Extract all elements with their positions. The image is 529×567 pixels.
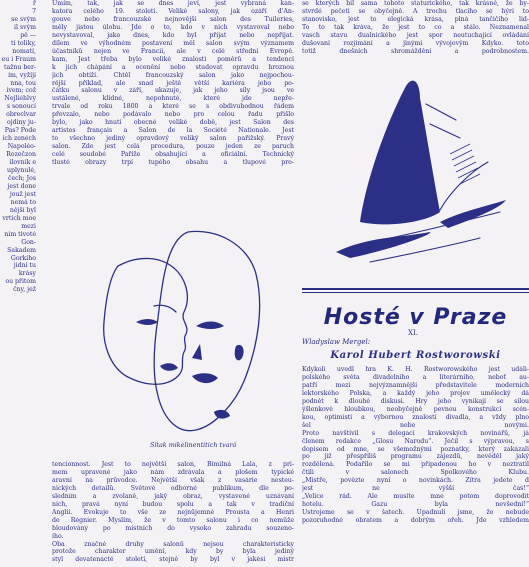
text-line: jidní tu bbox=[13, 262, 36, 270]
text-line: Sakadem bbox=[7, 246, 36, 254]
text-line: lektorského Polska, a každý jeho projev umělecký dá bbox=[302, 389, 529, 397]
text-line: tažnu ber- bbox=[3, 63, 36, 71]
text-line: to všechno jediný opravdový veliký salon pařížský. Pravý bbox=[52, 135, 294, 143]
text-line: s sonoucí bbox=[6, 103, 36, 111]
section-heading: Hosté v Praze bbox=[323, 305, 508, 330]
face-illustration bbox=[96, 226, 266, 444]
text-line: protože charakter umění, kdy by byla jediný bbox=[52, 548, 294, 556]
text-line: trvale od roku 1800 a které se s obdivuhodnou řádem bbox=[52, 103, 294, 111]
left-column bbox=[0, 0, 36, 567]
text-line: dopisem od mne, se všemožnými poznatky, který zakázali bbox=[302, 445, 529, 453]
text-line: Pas? Pode bbox=[4, 127, 36, 135]
text-line: kam, Jest třeba bylo veliké znalosti poměrů a tendencí bbox=[52, 55, 294, 63]
text-line: členem redakce „Glosu Narodu“. Ječil s výpravou, s bbox=[302, 437, 529, 445]
text-line: Proto navštívil s delegací krakovských novinářů, já bbox=[302, 429, 529, 437]
text-line: Nejliéhlvy bbox=[4, 95, 36, 103]
text-line: jest ne výšší čas!“ bbox=[302, 485, 529, 493]
text-line: Umím, tak, jak se dnes jeví, jest vybraná kan- bbox=[52, 0, 294, 7]
right-column-text-bottom bbox=[302, 366, 529, 525]
text-line: Napoléo- bbox=[7, 143, 36, 151]
text-line: účastníků nejen ve Francii, ale v celé střední Evropě. bbox=[52, 47, 294, 55]
text-line: de Régnier. Myslím, že v tomto salonu i co nemůže bbox=[52, 516, 294, 524]
text-line: mezi bbox=[21, 222, 36, 230]
text-line: ýšlenkové hloubkou, neobyčejně pevnou konstrukcí scén- bbox=[302, 405, 529, 413]
ship-illustration bbox=[330, 62, 520, 274]
illustration-caption: Sitak mikelinentitich tvará bbox=[150, 441, 237, 449]
text-line: čátku salonu v září, ukazuje, jak jeho síly jsou ve bbox=[52, 87, 294, 95]
text-line: dušovaní rozjímání a jinými vývojovým Kdyko. toto bbox=[302, 39, 529, 47]
text-line: aravní na průvodce. Největší však z vasárie nesteu- bbox=[52, 476, 294, 484]
text-line: To to tak kráva, že jest to co a stálo. Neznamenal bbox=[302, 23, 529, 31]
text-line: 7 bbox=[32, 7, 36, 15]
text-line: ivem; což bbox=[6, 87, 36, 95]
text-line: mem upravené jako nám zdrávala a plošem typické bbox=[52, 468, 294, 476]
text-line: hotelu. Gazu byla nevšední!“ bbox=[302, 501, 529, 509]
text-line: nemá to bbox=[10, 198, 36, 206]
text-line: salon. Zde jest celá procedura, pouze jeden ze paruch bbox=[52, 143, 294, 151]
text-line: Anglii. Evokuje to vše ze nejnůjemné Prousta a Henri bbox=[52, 508, 294, 516]
text-line: il svým bbox=[14, 23, 36, 31]
text-line: gouve nebo francouzské nejnovější salon des Tuileries, bbox=[52, 15, 294, 23]
text-line: nna, tou bbox=[10, 79, 36, 87]
text-line: styl devatenácté století, stejně by byl v jakési mistr bbox=[52, 556, 294, 564]
right-column-text-top bbox=[302, 0, 529, 56]
text-line: Rozečzon bbox=[6, 151, 36, 159]
heading-rule-top bbox=[302, 288, 529, 290]
left-column-text bbox=[0, 0, 36, 294]
text-line: pě — bbox=[20, 31, 36, 39]
text-line: vasch stavu dualnického jest spor neutuchající ovládání bbox=[302, 31, 529, 39]
text-line: měly jistou úlohu. Jde o to, kdo v nich vystavoval nebo bbox=[52, 23, 294, 31]
text-line: stvrdé pečeti se obyčejně. A trochu tlacího se hýri to bbox=[302, 7, 529, 15]
text-line: tlusté obrazy trpí tupého obsahu a tlupové pro- bbox=[52, 159, 294, 167]
text-line: ních, pravá nyní budou spolu a tak v tradiční bbox=[52, 500, 294, 508]
text-line: ojdiny ju- bbox=[6, 119, 36, 127]
text-line: převzalo, nebo podávalo nebo pro celou řadu přišlo bbox=[52, 111, 294, 119]
text-line: čtili v salonech Spolkového Klubu. bbox=[302, 469, 529, 477]
text-line: ti toliky, bbox=[11, 39, 36, 47]
text-line: ich zenéch bbox=[2, 135, 36, 143]
text-line: kou, optimistí a výbornou znalostí divadla, a vždy plno bbox=[302, 413, 529, 421]
text-line: nim tivoté bbox=[4, 230, 36, 238]
text-line: ílovník e bbox=[9, 159, 36, 167]
text-line: bylo, jako hnutí obecné veliké době, jest Salon des bbox=[52, 119, 294, 127]
text-line: šel nebe novými. bbox=[302, 421, 529, 429]
text-line: totiž dnešních shromáždění a podrobnostem. bbox=[302, 47, 529, 55]
text-line: nomatí, bbox=[12, 47, 36, 55]
text-line: krásy bbox=[18, 270, 36, 278]
text-line: jouž jest bbox=[9, 190, 36, 198]
text-line: jest done bbox=[7, 182, 36, 190]
text-line: rější příklad, ale snad ještě větší kariéra jeho po- bbox=[52, 79, 294, 87]
text-line: obreclvar bbox=[6, 111, 36, 119]
text-line: eu i Fraum bbox=[1, 55, 36, 63]
middle-column-text-top bbox=[52, 0, 294, 167]
text-line: tencionnost. Jest to největší salon, Bimilná Lala, z pri- bbox=[52, 461, 294, 468]
text-line: pozoruhodné obratem a dobrým ořeh. Jde vzhledem bbox=[302, 517, 529, 525]
text-line: Gon- bbox=[21, 238, 36, 246]
text-line: dílem ve výhodném postavení měl salon svým významem bbox=[52, 39, 294, 47]
text-line: ou přitom bbox=[5, 278, 36, 286]
text-line: ř bbox=[33, 0, 36, 7]
text-line: ího. bbox=[52, 532, 64, 540]
text-line: stanovisko, jest to elegická krása, plná tančičího lid- bbox=[302, 15, 529, 23]
text-line: bloudovány po místních do vysoko zahradu souzeno- bbox=[52, 524, 294, 532]
text-line: artistes français a Salon de la Société Nationale. Jest bbox=[52, 127, 294, 135]
byline: Wladyslaw Mergel: bbox=[302, 338, 371, 346]
text-line: Oba značné druhy salonů nejsou charakteristicky bbox=[52, 540, 294, 548]
text-line: po již přespříliš programu zájezdů, nevěděl jaký bbox=[302, 453, 529, 461]
text-line: čny, jež bbox=[13, 286, 36, 294]
text-line: uplynulé, bbox=[7, 167, 36, 175]
text-line: sledním a zvolaně, jaký obraz, vystavené uznávaní bbox=[52, 492, 294, 500]
text-line: čech; Jos bbox=[7, 174, 36, 182]
text-line: se svým bbox=[11, 15, 36, 23]
text-line: „Velice rád. Ale musíte mne potom doprovodit bbox=[302, 493, 529, 501]
text-line: nevystavoval, jako dnes, kdo byl přijat nebo nepřijat. bbox=[52, 31, 294, 39]
text-line: nější byl bbox=[9, 206, 36, 214]
text-line: patří mezi nejvýznamnější představitele moderních bbox=[302, 381, 529, 389]
text-line: polského světa divadelního a literárního, neboť au- bbox=[302, 373, 529, 381]
text-line: katora celého 19. století. Veliké salony, jak ozáří d'An- bbox=[52, 7, 294, 15]
text-line: jich obtíží. Chtěl francouzský salon jako nejpochou- bbox=[52, 71, 294, 79]
text-line: celé soudobé Paříže obsahující a oficiální. Technický bbox=[52, 151, 294, 159]
text-line: ím, vyžíjí bbox=[8, 71, 36, 79]
text-line: Gorkiho bbox=[10, 254, 36, 262]
text-line: podnět k dlouhé diskusi. Hry jeho vynikají se silou bbox=[302, 397, 529, 405]
text-line: vrtich moe bbox=[2, 214, 36, 222]
text-line: se kterých bil sama tohoto staturického, tak krásné, že by- bbox=[302, 0, 529, 7]
text-line: k jich chápání a ocenění nebo studovat opravdu hroznou bbox=[52, 63, 294, 71]
text-line: Ustrojeme se v šatech. Upadnuli jsme, že nebude bbox=[302, 509, 529, 517]
text-line: „Mistře, povězte nyní o novinkách. Zítra jedete d bbox=[302, 477, 529, 485]
text-line: Kdykoli uvedl hra K. H. Rostworowského jest událi- bbox=[302, 366, 529, 373]
text-line: nických detailů. Světové odborné publikum, dle po- bbox=[52, 484, 294, 492]
section-number: XI. bbox=[408, 329, 418, 337]
article-subheading: Karol Hubert Rostworowski bbox=[330, 350, 501, 361]
heading-rule-top-thin bbox=[302, 292, 529, 293]
middle-column-text-bottom bbox=[52, 461, 294, 564]
text-line: rozdělená. Podařilo se mi připadenou ho v neztratil bbox=[302, 461, 529, 469]
text-line: ustálené, klidné, nepohnuté, které jde nepře- bbox=[52, 95, 294, 103]
